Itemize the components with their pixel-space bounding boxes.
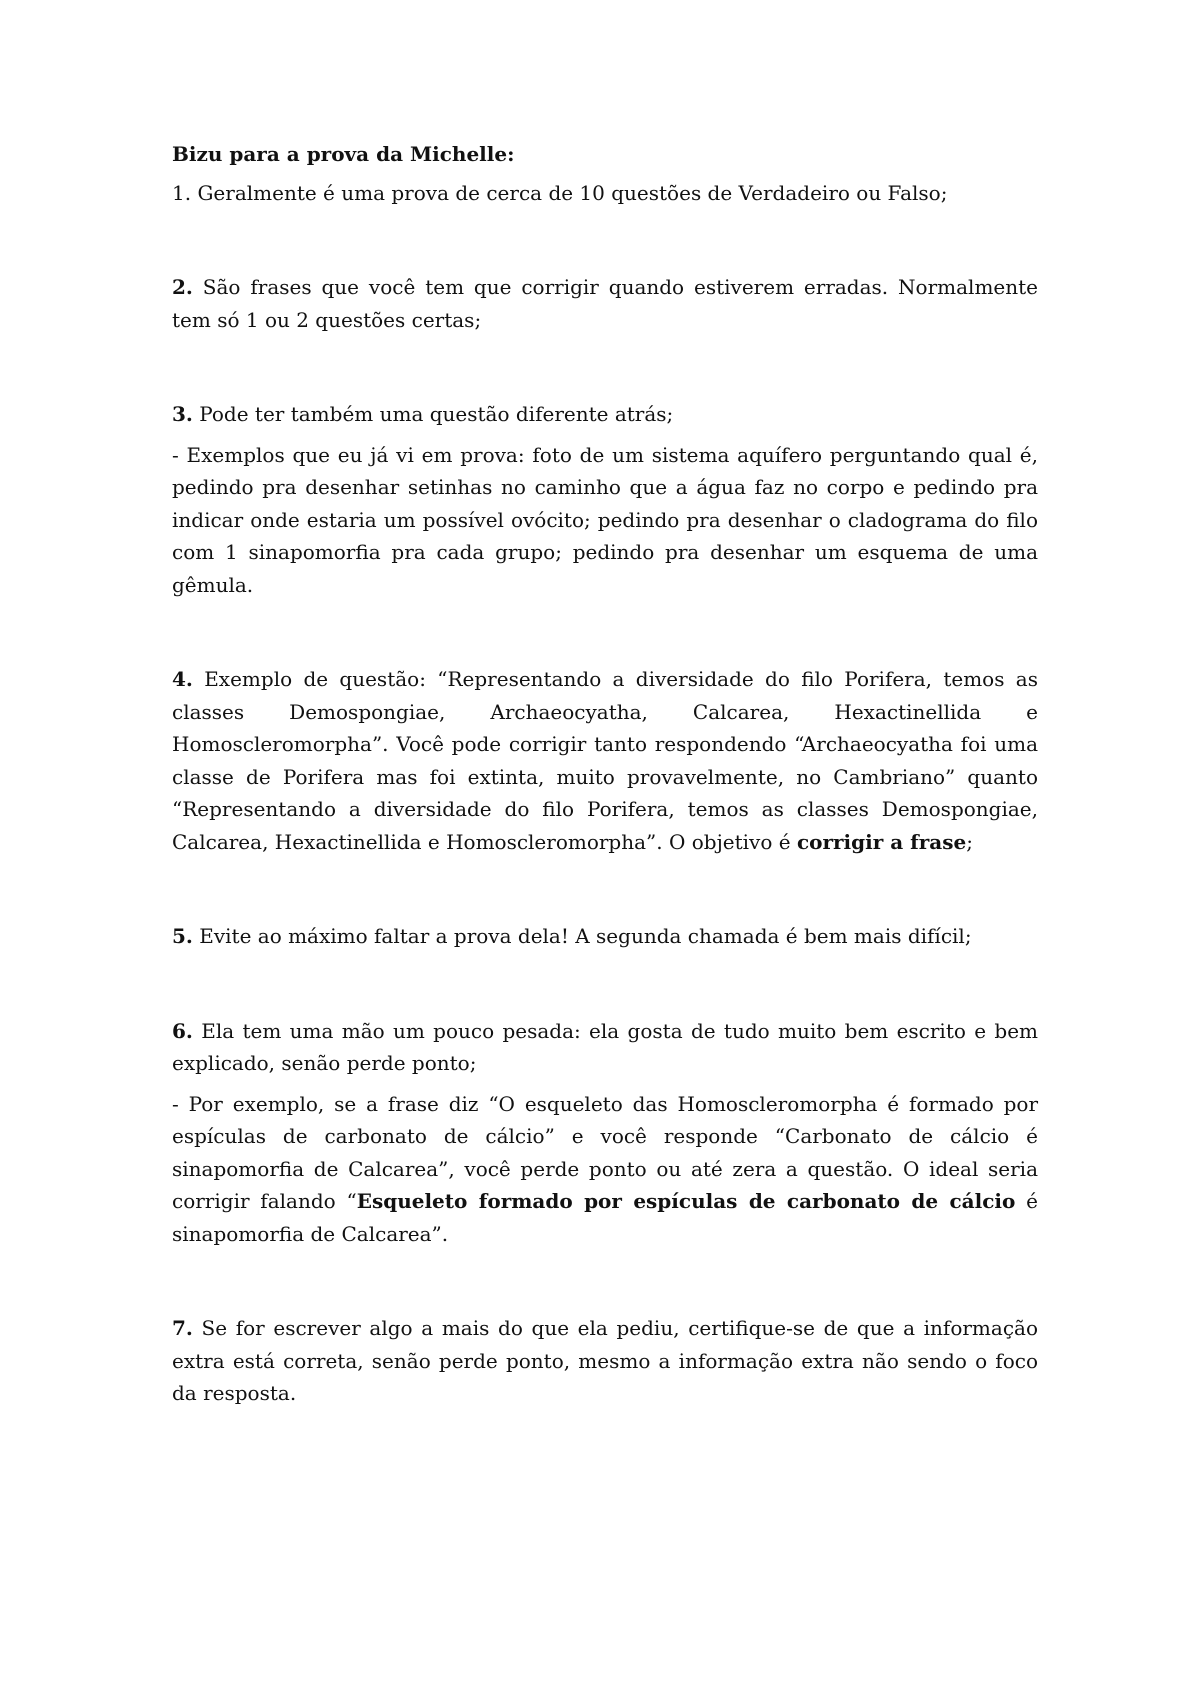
item-6-example — [172, 1088, 1038, 1251]
item-4-number: 4. — [172, 667, 193, 691]
item-4-text: Exemplo de questão: “Representando a diversidade do filo Porifera, temos as classes Demospongiae, Archaeocyatha, Calcarea, Hexactinellida e Homoscleromorpha”. Você pode corrigir tanto respondendo “Archaeocyatha foi uma classe de Porifera mas foi extinta, muito provavelmente, no Cambriano” quanto “Representando a diversidade do filo Porifera, temos as classes Demospongiae, Calcarea, Hexactinellida e Homoscleromorpha”. O objetivo é — [172, 667, 1038, 854]
item-4 — [172, 663, 1038, 858]
item-3 — [172, 398, 1038, 431]
item-1-text: Geralmente é uma prova de cerca de 10 questões de Verdadeiro ou Falso; — [191, 180, 948, 205]
item-6-example-emphasis: Esqueleto formado por espículas de carbonato de cálcio — [356, 1189, 1016, 1213]
item-7-text: Se for escrever algo a mais do que ela pediu, certifique-se de que a informação extra está correta, senão perde ponto, mesmo a informação extra não sendo o foco da resposta. — [172, 1316, 1038, 1405]
item-3-example: - Exemplos que eu já vi em prova: foto de um sistema aquífero perguntando qual é, pedindo pra desenhar setinhas no caminho que a água faz no corpo e pedindo pra indicar onde estaria um possível ovócito; pedindo pra desenhar o cladograma do filo com 1 sinapomorfia pra cada grupo; pedindo pra desenhar um esquema de uma gêmula. — [172, 442, 1038, 597]
item-2-text: São frases que você tem que corrigir quando estiverem erradas. Normalmente tem só 1 ou 2 questões certas; — [172, 275, 1038, 332]
item-6-text: Ela tem uma mão um pouco pesada: ela gosta de tudo muito bem escrito e bem explicado, senão perde ponto; — [172, 1018, 1038, 1075]
item-1 — [172, 177, 1038, 210]
item-4-emphasis: corrigir a frase — [796, 829, 967, 854]
item-5-number: 5. — [172, 924, 193, 948]
item-5 — [172, 920, 1038, 953]
item-6 — [172, 1015, 1038, 1080]
item-7-number: 7. — [172, 1316, 193, 1340]
item-2-number: 2. — [172, 275, 193, 299]
item-1-number: 1. — [172, 180, 192, 205]
item-5-text: Evite ao máximo faltar a prova dela! A segunda chamada é bem mais difícil; — [192, 924, 972, 948]
item-6-example-end: é sinapomorfia de Calcarea”. — [172, 1189, 1038, 1246]
item-6-example-text: - Por exemplo, se a frase diz “O esqueleto das Homoscleromorpha é formado por espículas de carbonato de cálcio” e você responde “Carbonato de cálcio é sinapomorfia de Calcarea”, você perde ponto ou até zera a questão. O ideal seria corrigir falando “ — [172, 1091, 1038, 1213]
item-7 — [172, 1312, 1038, 1410]
item-3-text: Pode ter também uma questão diferente atrás; — [192, 402, 674, 426]
item-2 — [172, 271, 1038, 336]
item-4-end: ; — [966, 829, 973, 854]
item-3-number: 3. — [172, 402, 193, 426]
document-page — [172, 138, 1038, 1410]
item-6-number: 6. — [172, 1018, 193, 1043]
document-title: Bizu para a prova da Michelle: — [172, 142, 515, 166]
